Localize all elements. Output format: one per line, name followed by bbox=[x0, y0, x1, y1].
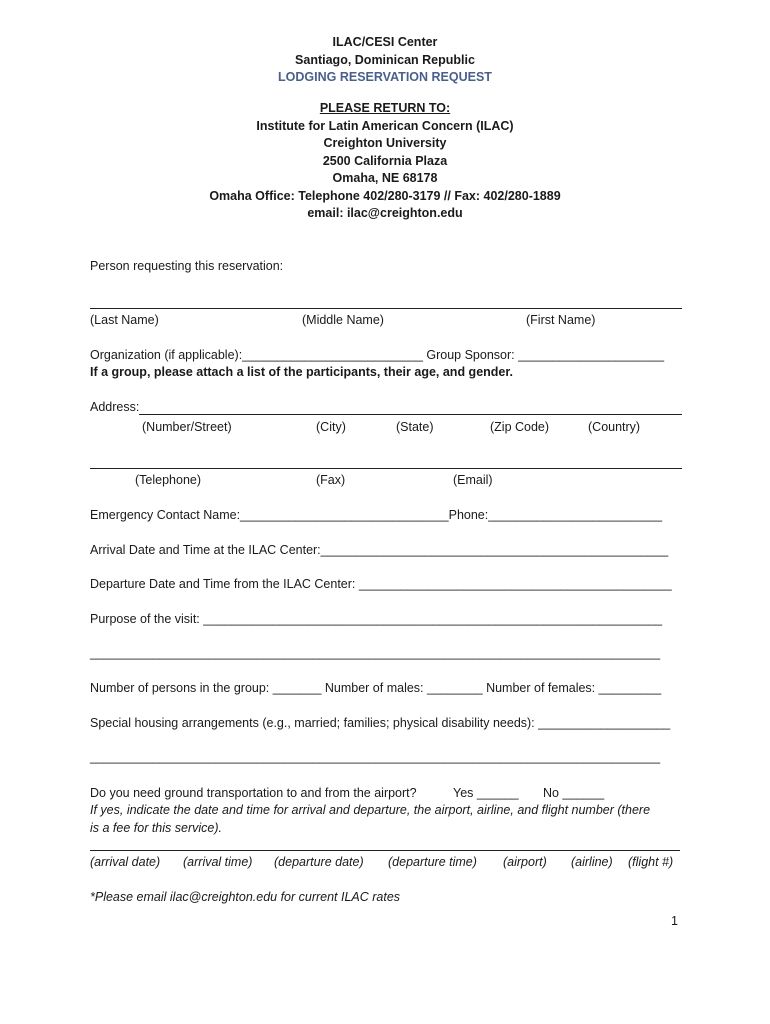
city-label: (City) bbox=[316, 420, 346, 434]
transport-note-2: is a fee for this service). bbox=[90, 821, 222, 835]
arrival-field[interactable]: Arrival Date and Time at the ILAC Center:__________________________________________________ bbox=[90, 543, 669, 557]
purpose-continuation-line[interactable]: __________________________________________________________________________________ bbox=[90, 646, 661, 660]
arrival-date-label: (arrival date) bbox=[90, 855, 161, 869]
organization-field[interactable]: Organization (if applicable):__________________________ Group Sponsor: _____________________ bbox=[90, 348, 665, 362]
zip-code-label: (Zip Code) bbox=[490, 420, 550, 434]
email-label: (Email) bbox=[453, 473, 493, 487]
telephone-label: (Telephone) bbox=[135, 473, 202, 487]
transport-no-field[interactable]: No ______ bbox=[543, 786, 605, 800]
airline-label: (airline) bbox=[571, 855, 613, 869]
rates-note: *Please email ilac@creighton.edu for current ILAC rates bbox=[90, 890, 401, 904]
person-requesting-label: Person requesting this reservation: bbox=[90, 259, 284, 273]
page-number: 1 bbox=[671, 914, 678, 928]
departure-time-label: (departure time) bbox=[388, 855, 477, 869]
return-address-1: Institute for Latin American Concern (ILAC) bbox=[256, 119, 514, 133]
street-label: (Number/Street) bbox=[142, 420, 232, 434]
fax-label: (Fax) bbox=[316, 473, 346, 487]
address-label: Address: bbox=[90, 400, 140, 414]
header-line-2: Santiago, Dominican Republic bbox=[295, 53, 475, 67]
address-line[interactable] bbox=[139, 414, 682, 415]
name-line[interactable] bbox=[90, 308, 682, 309]
purpose-field[interactable]: Purpose of the visit: __________________________________________________________________ bbox=[90, 612, 663, 626]
return-address-3: 2500 California Plaza bbox=[322, 154, 448, 168]
return-address-4: Omaha, NE 68178 bbox=[332, 171, 438, 185]
flight-number-label: (flight #) bbox=[628, 855, 674, 869]
contact-line[interactable] bbox=[90, 468, 682, 469]
return-to-label: PLEASE RETURN TO: bbox=[319, 101, 451, 115]
airport-label: (airport) bbox=[503, 855, 547, 869]
departure-date-label: (departure date) bbox=[274, 855, 364, 869]
departure-field[interactable]: Departure Date and Time from the ILAC Center: _____________________________________________ bbox=[90, 577, 672, 591]
group-count-field[interactable]: Number of persons in the group: _______ Number of males: ________ Number of females: _________ bbox=[90, 681, 662, 695]
first-name-label: (First Name) bbox=[526, 313, 596, 327]
country-label: (Country) bbox=[588, 420, 641, 434]
transport-question: Do you need ground transportation to and from the airport? bbox=[90, 786, 417, 800]
return-address-2: Creighton University bbox=[323, 136, 447, 150]
office-email: email: ilac@creighton.edu bbox=[307, 206, 463, 220]
special-housing-field[interactable]: Special housing arrangements (e.g., married; families; physical disability needs): ___________________ bbox=[90, 716, 671, 730]
last-name-label: (Last Name) bbox=[90, 313, 159, 327]
state-label: (State) bbox=[396, 420, 434, 434]
form-title: LODGING RESERVATION REQUEST bbox=[278, 70, 492, 84]
emergency-contact-field[interactable]: Emergency Contact Name:______________________________Phone:_________________________ bbox=[90, 508, 663, 522]
group-note: If a group, please attach a list of the participants, their age, and gender. bbox=[90, 365, 514, 379]
transport-note-1: If yes, indicate the date and time for arrival and departure, the airport, airline, and flight number (there bbox=[90, 803, 651, 817]
arrival-time-label: (arrival time) bbox=[183, 855, 253, 869]
header-line-1: ILAC/CESI Center bbox=[332, 35, 438, 49]
middle-name-label: (Middle Name) bbox=[302, 313, 384, 327]
flight-details-line[interactable] bbox=[90, 850, 680, 851]
office-phone-fax: Omaha Office: Telephone 402/280-3179 // Fax: 402/280-1889 bbox=[209, 189, 561, 203]
transport-yes-field[interactable]: Yes ______ bbox=[453, 786, 519, 800]
housing-continuation-line[interactable]: __________________________________________________________________________________ bbox=[90, 750, 661, 764]
